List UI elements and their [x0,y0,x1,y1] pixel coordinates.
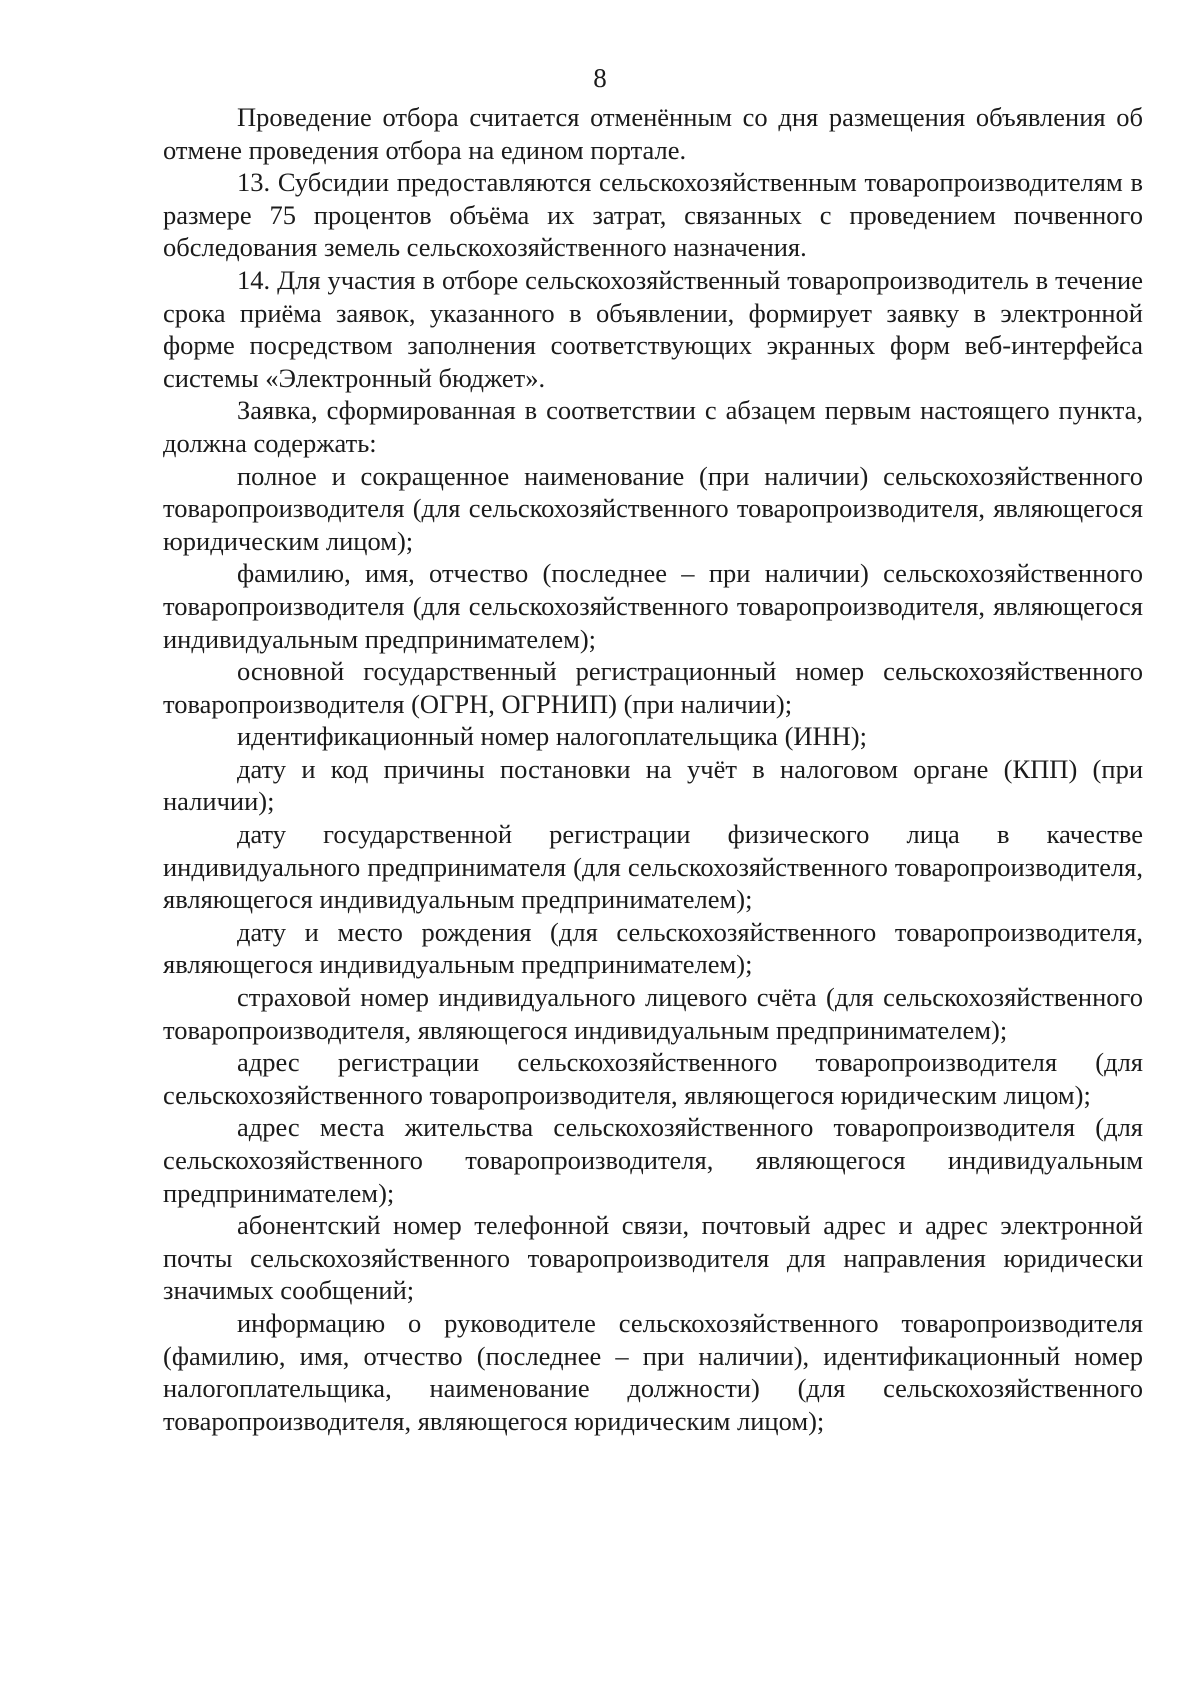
page-number: 8 [593,63,607,93]
list-item-head-information: информацию о руководителе сельскохозяйственного товаропроизводителя (фамилию, имя, отчество (последнее – при наличии), идентификационный номер налогоплательщика, наименование должности) (для сельскохозяйственного товаропроизводителя, являющегося юридическим лицом); [163,1307,1143,1436]
list-item-kpp: дату и код причины постановки на учёт в налоговом органе (КПП) (при наличии); [163,753,1143,817]
list-item-birth-date-place: дату и место рождения (для сельскохозяйственного товаропроизводителя, являющегося индивидуальным предпринимателем); [163,916,1143,980]
list-item-registration-date: дату государственной регистрации физического лица в качестве индивидуального предпринимателя (для сельскохозяйственного товаропроизводителя, являющегося индивидуальным предпринимателем); [163,819,1143,915]
paragraph-application-contents-intro: Заявка, сформированная в соответствии с абзацем первым настоящего пункта, должна содержать: [163,395,1143,458]
list-item-residence-address: адрес места жительства сельскохозяйственного товаропроизводителя (для сельскохозяйственного товаропроизводителя, являющегося индивидуальным предпринимателем); [163,1112,1143,1208]
list-item-full-name: полное и сокращенное наименование (при наличии) сельскохозяйственного товаропроизводителя (для сельскохозяйственного товаропроизводителя, являющегося юридическим лицом); [163,460,1143,556]
list-item-registration-address: адрес регистрации сельскохозяйственного товаропроизводителя (для сельскохозяйственного товаропроизводителя, являющегося юридическим лицом); [163,1047,1143,1110]
paragraph-item-13: 13. Субсидии предоставляются сельскохозяйственным товаропроизводителям в размере 75 процентов объёма их затрат, связанных с проведением почвенного обследования земель сельскохозяйственного назначения. [163,167,1143,263]
document-body [163,101,1143,1437]
paragraph-item-14: 14. Для участия в отборе сельскохозяйственный товаропроизводитель в течение срока приёма заявок, указанного в объявлении, формирует заявку в электронной форме посредством заполнения соответствующих экранных форм веб-интерфейса системы «Электронный бюджет». [163,264,1143,393]
list-item-snils: страховой номер индивидуального лицевого счёта (для сельскохозяйственного товаропроизводителя, являющегося индивидуальным предпринимателем); [163,982,1143,1045]
list-item-personal-name: фамилию, имя, отчество (последнее – при наличии) сельскохозяйственного товаропроизводителя (для сельскохозяйственного товаропроизводителя, являющегося индивидуальным предпринимателем); [163,558,1143,654]
list-item-inn: идентификационный номер налогоплательщика (ИНН); [237,721,867,752]
list-item-contact-details: абонентский номер телефонной связи, почтовый адрес и адрес электронной почты сельскохозяйственного товаропроизводителя для направления юридически значимых сообщений; [163,1210,1143,1306]
paragraph-cancellation-notice: Проведение отбора считается отменённым со дня размещения объявления об отмене проведения отбора на едином портале. [163,102,1143,165]
list-item-ogrn: основной государственный регистрационный номер сельскохозяйственного товаропроизводителя (ОГРН, ОГРНИП) (при наличии); [163,656,1143,719]
